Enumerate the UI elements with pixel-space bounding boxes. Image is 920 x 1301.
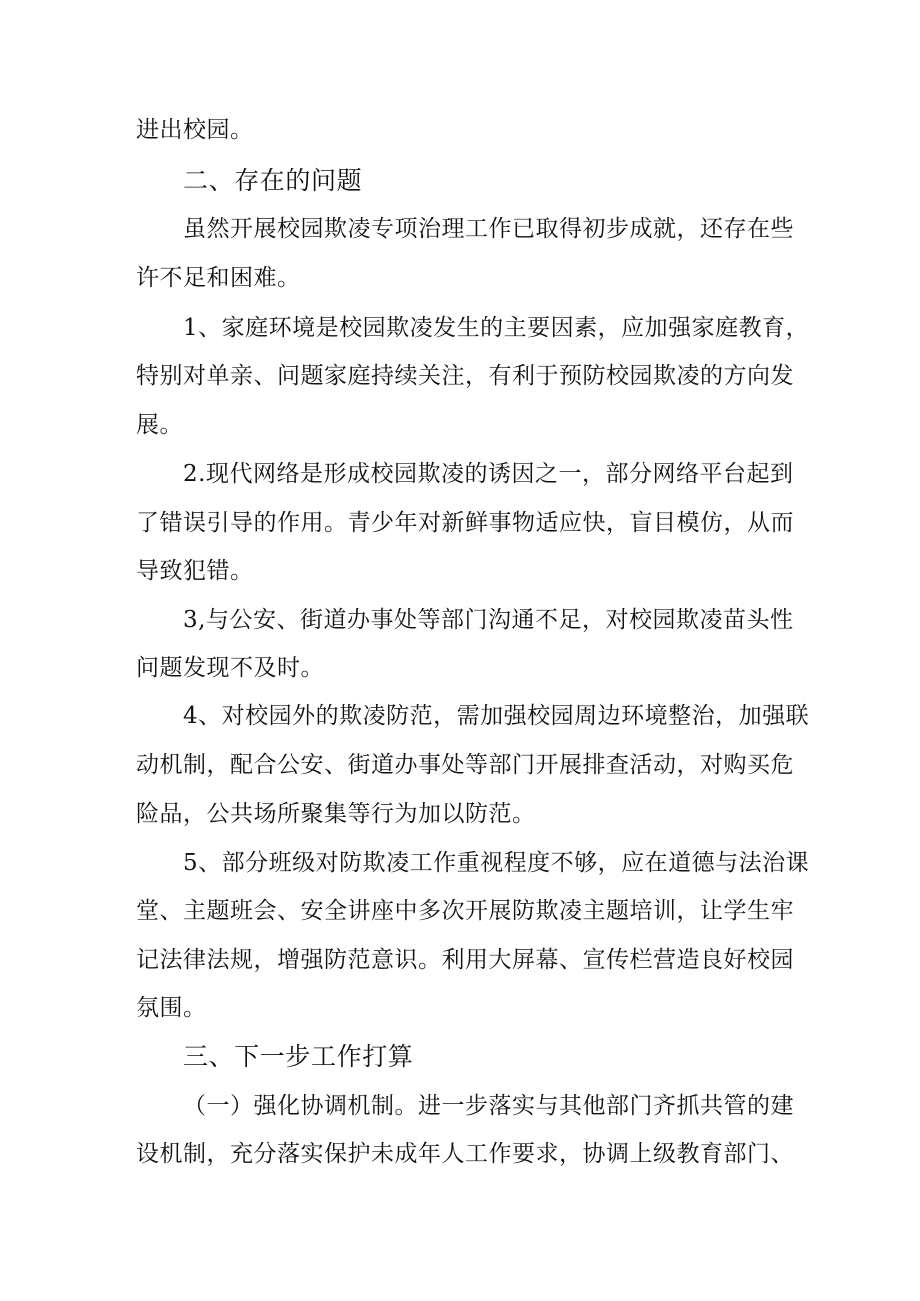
text-line: 5、部分班级对防欺凌工作重视程度不够，应在道德与法治课 bbox=[183, 850, 810, 876]
text-line: 虽然开展校园欺凌专项治理工作已取得初步成就，还存在些 bbox=[183, 216, 794, 242]
text-line: 堂、主题班会、安全讲座中多次开展防欺凌主题培训，让学生牢 bbox=[136, 898, 794, 924]
text-line: 导致犯错。 bbox=[136, 558, 254, 584]
text-line: 2.现代网络是形成校园欺凌的诱因之一，部分网络平台起到 bbox=[183, 461, 794, 487]
text-line: 特别对单亲、问题家庭持续关注，有利于预防校园欺凌的方向发 bbox=[136, 363, 794, 389]
text-line: 4、对校园外的欺凌防范，需加强校园周边环境整治，加强联 bbox=[183, 703, 810, 729]
text-line: 氛围。 bbox=[136, 995, 207, 1021]
text-line: 了错误引导的作用。青少年对新鲜事物适应快，盲目模仿，从而 bbox=[136, 510, 794, 536]
text-line: 设机制，充分落实保护未成年人工作要求，协调上级教育部门、 bbox=[136, 1141, 794, 1167]
text-line: 动机制，配合公安、街道办事处等部门开展排查活动，对购买危 bbox=[136, 752, 794, 778]
text-line: 3,与公安、街道办事处等部门沟通不足，对校园欺凌苗头性 bbox=[183, 607, 794, 633]
text-line: 许不足和困难。 bbox=[136, 265, 301, 291]
text-line: 记法律法规，增强防范意识。利用大屏幕、宣传栏营造良好校园 bbox=[136, 947, 794, 973]
text-line: 险品，公共场所聚集等行为加以防范。 bbox=[136, 801, 536, 827]
text-line: 展。 bbox=[136, 412, 183, 438]
text-line: 进出校园。 bbox=[136, 117, 254, 143]
section-heading: 二、存在的问题 bbox=[183, 166, 363, 195]
text-line: 1、家庭环境是校园欺凌发生的主要因素，应加强家庭教育， bbox=[183, 315, 810, 341]
section-heading: 三、下一步工作打算 bbox=[183, 1042, 414, 1071]
text-line: 问题发现不及时。 bbox=[136, 655, 324, 681]
text-line: （一）强化协调机制。进一步落实与其他部门齐抓共管的建 bbox=[183, 1093, 794, 1119]
